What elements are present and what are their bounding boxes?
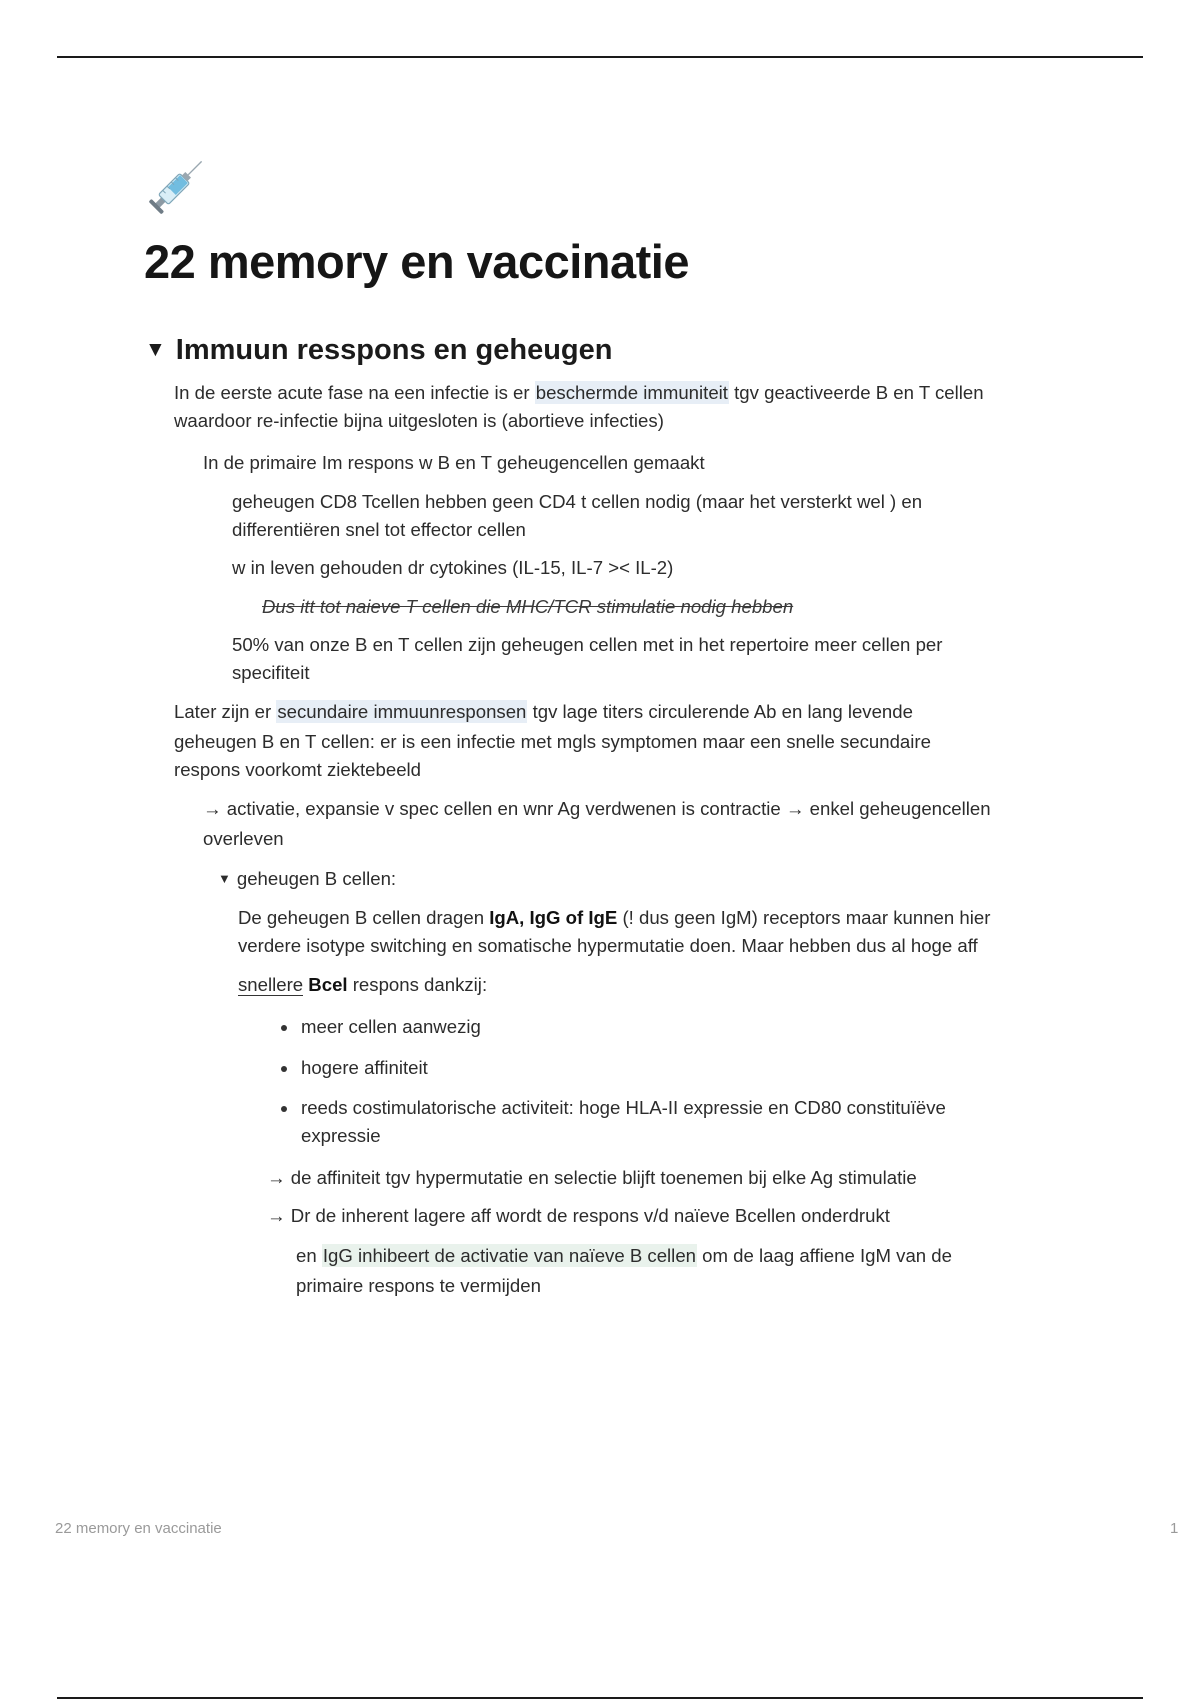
strikethrough-line: Dus itt tot naieve T cellen die MHC/TCR stimulatie nodig hebben (262, 596, 794, 617)
paragraph-line: w in leven gehouden dr cytokines (IL-15, IL-7 >< IL-2) (232, 557, 674, 578)
highlight-text: IgG inhibeert de activatie van naïeve B cellen (322, 1245, 696, 1266)
list-item: expressie (301, 1125, 381, 1146)
bold-text: IgA, IgG of IgE (489, 907, 618, 928)
paragraph-line: waardoor re-infectie bijna uitgesloten is (abortieve infecties) (174, 410, 664, 431)
paragraph-line: Later zijn er secundaire immuunresponsen tgv lage titers circulerende Ab en lang levende (174, 701, 913, 722)
syringe-icon (143, 148, 215, 220)
bullet-dot (281, 1106, 287, 1112)
top-divider (57, 56, 1143, 58)
paragraph-line: respons voorkomt ziektebeeld (174, 759, 422, 780)
bottom-divider (57, 1697, 1143, 1699)
bullet-dot (281, 1066, 287, 1072)
paragraph-line: snellere Bcel respons dankzij: (238, 974, 488, 995)
underlined-text: snellere (238, 974, 304, 995)
paragraph-line: geheugen B en T cellen: er is een infectie met mgls symptomen maar een snelle secundaire (174, 731, 931, 752)
paragraph-line: In de primaire Im respons w B en T geheugencellen gemaakt (203, 452, 705, 473)
paragraph-line: en IgG inhibeert de activatie van naïeve B cellen om de laag affiene IgM van de (296, 1245, 952, 1266)
paragraph-line: → Dr de inherent lagere aff wordt de respons v/d naïeve Bcellen onderdrukt (267, 1205, 890, 1226)
list-item: meer cellen aanwezig (301, 1016, 481, 1037)
paragraph-line: overleven (203, 828, 284, 849)
toggle-geheugen-b-cellen[interactable] (218, 865, 396, 893)
paragraph-line: specifiteit (232, 662, 310, 683)
paragraph-line: verdere isotype switching en somatische hypermutatie doen. Maar hebben dus al hoge aff (238, 935, 978, 956)
paragraph-line: → de affiniteit tgv hypermutatie en selectie blijft toenemen bij elke Ag stimulatie (267, 1167, 917, 1188)
paragraph-line: In de eerste acute fase na een infectie is er beschermde immuniteit tgv geactiveerde B en T cellen (174, 382, 984, 403)
toggle-triangle-icon[interactable]: ▼ (218, 871, 231, 886)
toggle-triangle-icon[interactable]: ▼ (145, 338, 166, 361)
highlight-text: beschermde immuniteit (535, 382, 728, 403)
toggle-label: geheugen B cellen: (236, 868, 397, 889)
section-heading: Immuun resspons en geheugen (175, 334, 613, 366)
bold-text: Bcel (308, 974, 348, 995)
paragraph-line: geheugen CD8 Tcellen hebben geen CD4 t cellen nodig (maar het versterkt wel ) en (232, 491, 923, 512)
section-heading-toggle[interactable] (145, 330, 612, 370)
paragraph-line: 50% van onze B en T cellen zijn geheugen cellen met in het repertoire meer cellen per (232, 634, 943, 655)
paragraph-line: primaire respons te vermijden (296, 1275, 541, 1296)
footer-page-number: 1 (1170, 1520, 1179, 1537)
bullet-dot (281, 1025, 287, 1031)
list-item: reeds costimulatorische activiteit: hoge HLA-II expressie en CD80 constituïëve (301, 1097, 946, 1118)
paragraph-line: → activatie, expansie v spec cellen en wnr Ag verdwenen is contractie → enkel geheugencellen (203, 798, 991, 819)
footer-doc-name: 22 memory en vaccinatie (55, 1520, 222, 1537)
highlight-text: secundaire immuunresponsen (277, 701, 527, 722)
page-title: 22 memory en vaccinatie (144, 235, 689, 288)
list-item: hogere affiniteit (301, 1057, 428, 1078)
paragraph-line: differentiëren snel tot effector cellen (232, 519, 526, 540)
paragraph-line: De geheugen B cellen dragen IgA, IgG of IgE (! dus geen IgM) receptors maar kunnen hier (238, 907, 991, 928)
